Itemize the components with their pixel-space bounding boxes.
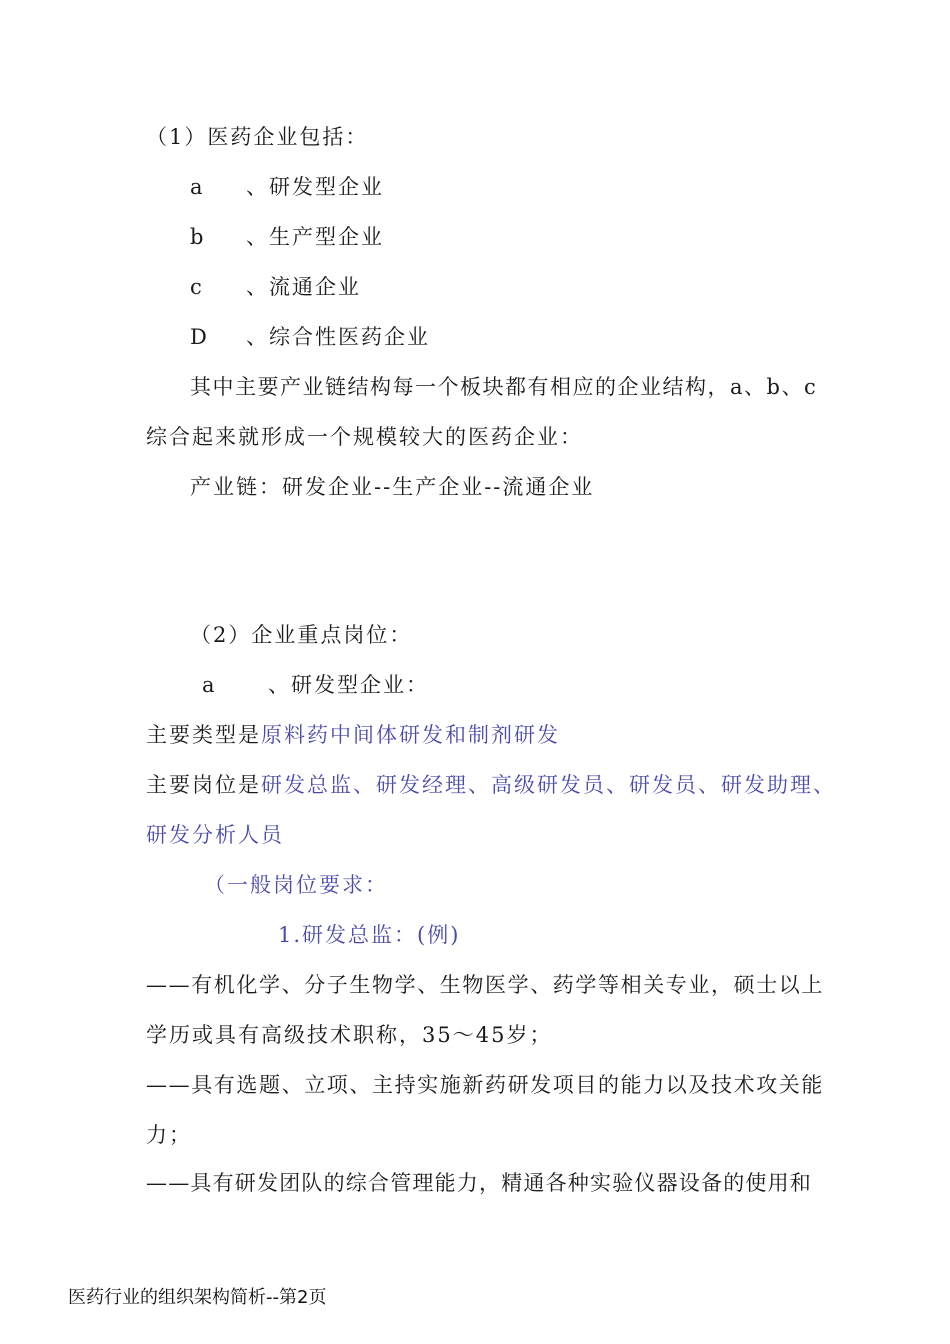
main-posts-value: 研发总监、研发经理、高级研发员、研发员、研发助理、 <box>261 773 836 797</box>
main-types <box>146 722 560 748</box>
list-item <box>190 224 384 250</box>
list-item <box>190 324 430 350</box>
main-posts-label: 主要岗位是 <box>146 773 261 797</box>
body-line: ——具有研发团队的综合管理能力，精通各种实验仪器设备的使用和 <box>146 1171 812 1195</box>
list-item-marker: b <box>190 225 204 249</box>
body-line: 力； <box>146 1123 192 1147</box>
list-item-text: 、生产型企业 <box>246 225 384 249</box>
section2-heading: （2）企业重点岗位： <box>190 623 413 647</box>
sub-item <box>202 672 429 698</box>
body-line: ——具有选题、立项、主持实施新药研发项目的能力以及技术攻关能 <box>146 1073 824 1097</box>
list-item <box>190 174 384 200</box>
paragraph-line: 其中主要产业链结构每一个板块都有相应的企业结构，a、b、c <box>190 375 818 399</box>
paragraph-line: 综合起来就形成一个规模较大的医药企业： <box>146 425 583 449</box>
body-line: ——有机化学、分子生物学、生物医学、药学等相关专业，硕士以上 <box>146 973 824 997</box>
sub-item-text: 、研发型企业： <box>268 673 429 697</box>
body-line: 学历或具有高级技术职称，35～45岁； <box>146 1023 553 1047</box>
list-item-text: 、研发型企业 <box>246 175 384 199</box>
sub-item-marker: a <box>202 673 215 697</box>
list-item-text: 、流通企业 <box>246 275 361 299</box>
section1-heading: （1）医药企业包括： <box>146 125 369 149</box>
list-item-text: 、综合性医药企业 <box>246 325 430 349</box>
requirements-heading: （一般岗位要求： <box>204 873 388 897</box>
list-item-marker: a <box>190 175 203 199</box>
main-posts <box>146 772 836 798</box>
main-types-label: 主要类型是 <box>146 723 261 747</box>
main-posts-continued: 研发分析人员 <box>146 823 284 847</box>
list-item <box>190 274 361 300</box>
list-item-marker: D <box>190 325 207 349</box>
requirement-item: 1.研发总监：(例) <box>278 923 461 947</box>
list-item-marker: c <box>190 275 202 299</box>
industry-chain: 产业链：研发企业--生产企业--流通企业 <box>190 475 595 499</box>
main-types-value: 原料药中间体研发和制剂研发 <box>261 723 560 747</box>
page-footer: 医药行业的组织架构简析--第2页 <box>68 1287 327 1308</box>
